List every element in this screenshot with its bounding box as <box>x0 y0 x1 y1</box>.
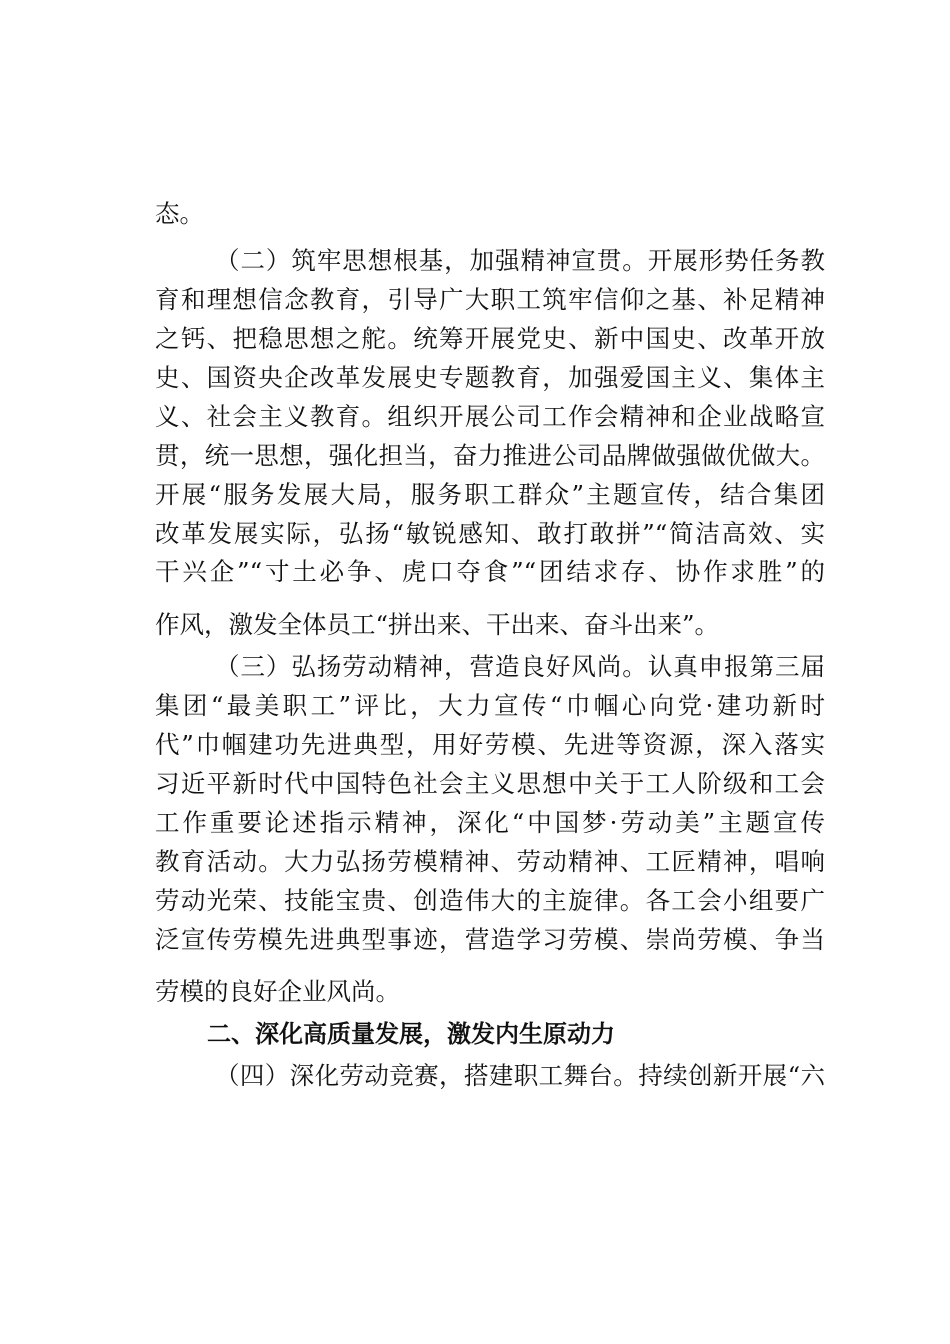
text-line-22: （四）深化劳动竞赛，搭建职工舞台。持续创新开展“六 <box>215 1061 825 1090</box>
text-line-7: 贯，统一思想，强化担当，奋力推进公司品牌做强做优做大。 <box>155 441 825 470</box>
text-line-17: 教育活动。大力弘扬劳模精神、劳动精神、工匠精神，唱响 <box>155 847 825 876</box>
text-line-12: （三）弘扬劳动精神，营造良好风尚。认真申报第三届 <box>215 652 825 681</box>
text-line-6: 义、社会主义教育。组织开展公司工作会精神和企业战略宣 <box>155 402 825 431</box>
text-line-19: 泛宣传劳模先进典型事迹，营造学习劳模、崇尚劳模、争当 <box>155 925 825 954</box>
text-line-2: （二）筑牢思想根基，加强精神宣贯。开展形势任务教 <box>215 246 825 275</box>
text-line-4: 之钙、把稳思想之舵。统筹开展党史、新中国史、改革开放 <box>155 324 825 353</box>
text-line-1: 态。 <box>155 199 204 228</box>
section-heading: 二、深化高质量发展，激发内生原动力 <box>207 1020 615 1048</box>
text-line-11: 作风，激发全体员工“拼出来、干出来、奋斗出来”。 <box>155 610 720 639</box>
text-line-20: 劳模的良好企业风尚。 <box>155 977 400 1006</box>
text-line-18: 劳动光荣、技能宝贵、创造伟大的主旋律。各工会小组要广 <box>155 886 825 915</box>
text-line-14: 代”巾帼建功先进典型，用好劳模、先进等资源，深入落实 <box>155 730 825 759</box>
text-line-9: 改革发展实际，弘扬“敏锐感知、敢打敢拼”“简洁高效、实 <box>155 519 825 548</box>
text-line-16: 工作重要论述指示精神，深化“中国梦·劳动美”主题宣传 <box>155 808 825 837</box>
text-line-5: 史、国资央企改革发展史专题教育，加强爱国主义、集体主 <box>155 363 825 392</box>
text-line-3: 育和理想信念教育，引导广大职工筑牢信仰之基、补足精神 <box>155 285 825 314</box>
text-line-10: 干兴企”“寸土必争、虎口夺食”“团结求存、协作求胜”的 <box>155 557 825 586</box>
text-line-8: 开展“服务发展大局，服务职工群众”主题宣传，结合集团 <box>155 480 825 509</box>
text-line-15: 习近平新时代中国特色社会主义思想中关于工人阶级和工会 <box>155 769 825 798</box>
text-line-13: 集团“最美职工”评比，大力宣传“巾帼心向党·建功新时 <box>155 691 825 720</box>
